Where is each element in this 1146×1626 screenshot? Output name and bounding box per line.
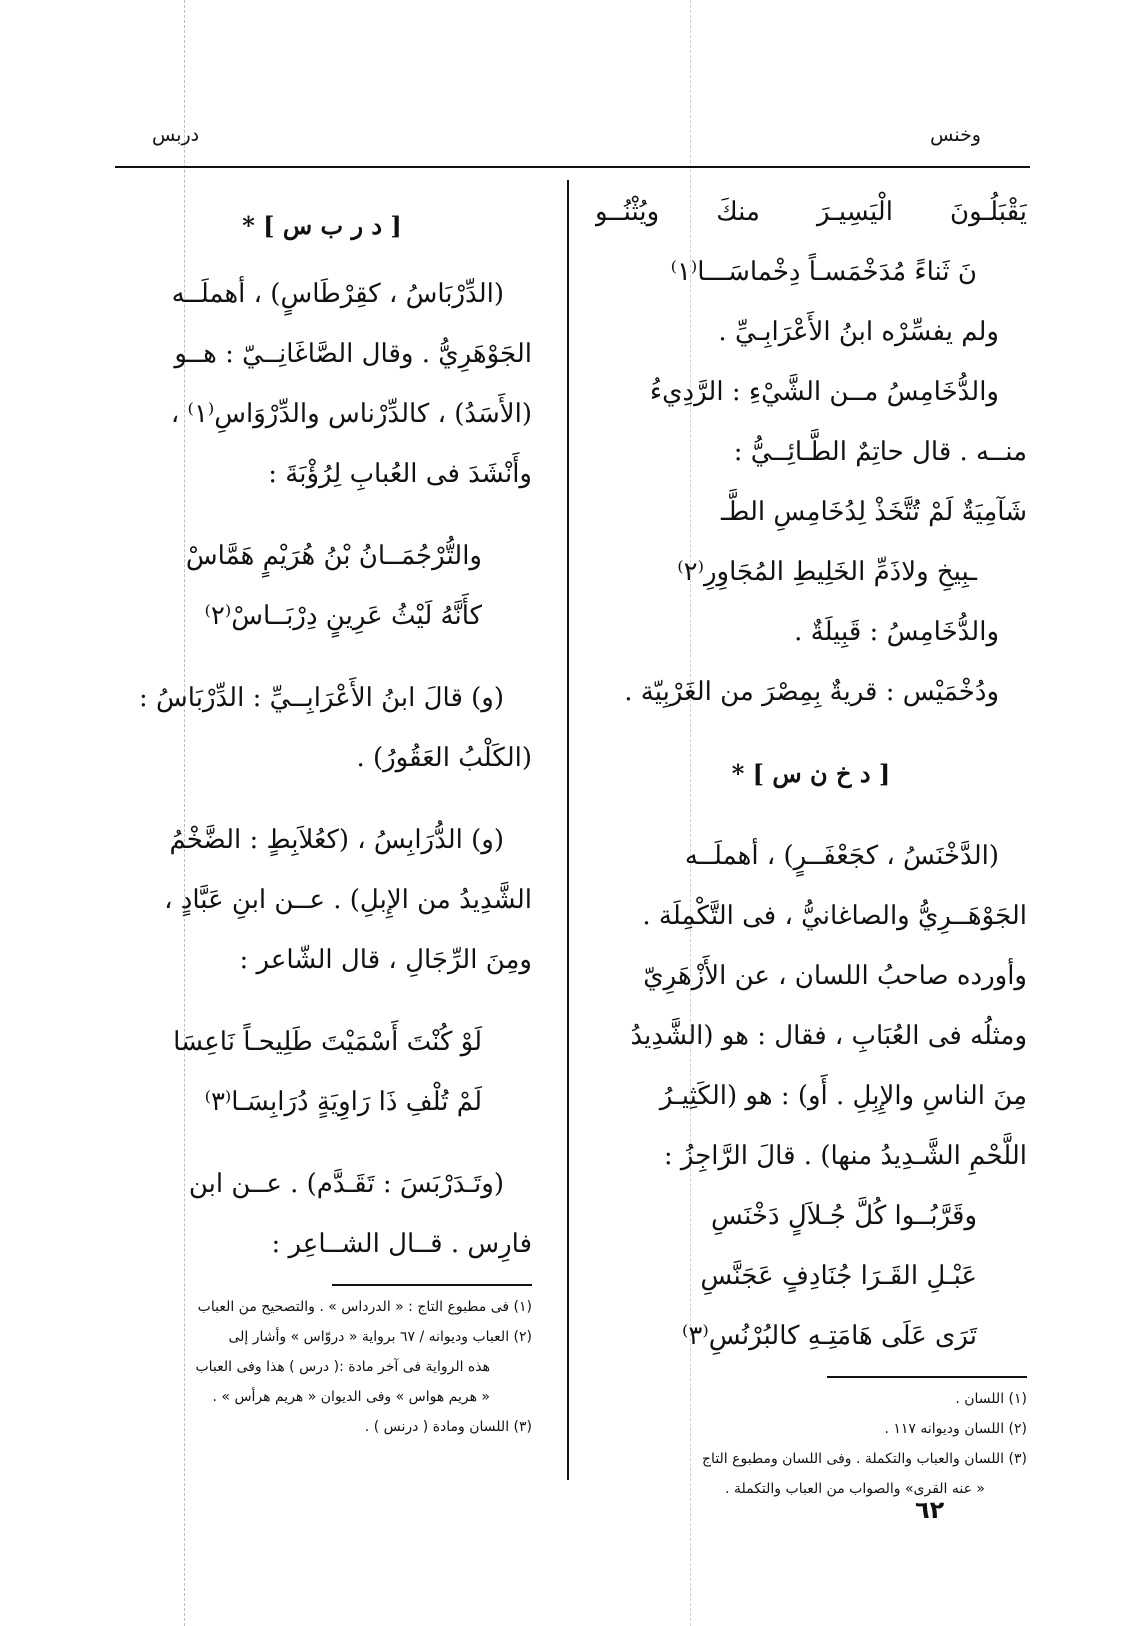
footnote: (١) اللسان . [955, 1391, 1027, 1407]
verse-line: والتُّرْجُمَــانُ بْنُ هُرَيْمٍ هَمَّاسْ [185, 541, 482, 571]
text-line: والدُّخَامِسُ : قَبِيلَةٌ . [794, 617, 999, 647]
page-number: ٦٢ [915, 1496, 945, 1524]
footnote-rule [332, 1284, 532, 1286]
text-line: والدُّخَامِسُ مــن الشَّيْءِ : الرَّدِيءُ [649, 377, 999, 407]
text-line: اللَّحْمِ الشَّـدِيدُ منها) . قالَ الرَّاجِزُ : [663, 1141, 1027, 1171]
footnote-rule [827, 1376, 1027, 1378]
footnote: هذه الرواية فى آخر مادة :( درس ) هذا وفى العباب [195, 1359, 490, 1375]
text-line: فارِس . قــال الشــاعِر : [271, 1229, 532, 1259]
verse-line: يَقْبَلُـونَ الْيَسِيـرَ منكَ ويُثْنُــو [595, 197, 1027, 227]
footnote: (١) فى مطبوع التاج : « الدرداس » . والتصحيح من العباب [197, 1299, 532, 1315]
text-line: الجَوْهَــرِيُّ والصاغانيُّ ، فى التَّكْمِلَة . [642, 901, 1027, 931]
verse-line: شَآمِيَةٌ لَمْ تُتَّخَذْ لِدُخَامِسِ الطَّـ [721, 497, 1027, 527]
verse-line: عَبْـلِ القَـرَا جُنَادِفٍ عَجَنَّسِ [700, 1261, 977, 1291]
text-line: وأورده صاحبُ اللسان ، عن الأَزْهَرِيّ [643, 961, 1027, 991]
verse-line: ـبِيخِ ولاذَمِّ الخَلِيطِ المُجَاوِرِ⁽٢⁾ [677, 557, 977, 587]
text-line: ومِنَ الرِّجَالِ ، قال الشّاعر : [239, 945, 532, 975]
text-line: (الأَسَدُ) ، كالدِّرْناس والدِّرْوَاسِ⁽١⁾ ، [170, 399, 532, 429]
text-line: (و) قالَ ابنُ الأَعْرَابِــيِّ : الدِّرْبَاسُ : [139, 683, 504, 713]
text-line: (وتَـدَرْبَسَ : تَقَـدَّم) . عــن ابن [188, 1169, 504, 1199]
text-line: وأَنْشَدَ فى العُبابِ لِرُؤْبَةَ : [268, 459, 532, 489]
verse-line: لَوْ كُنْتَ أَسْمَيْتَ طَلِيحـاً نَاعِسَا [173, 1027, 482, 1057]
verse-line: تَرَى عَلَى هَامَتِـهِ كالبُرْنُسِ⁽٣⁾ [681, 1321, 977, 1351]
text-line: الجَوْهَرِيُّ . وقال الصَّاغَانِــيّ : هــو [174, 339, 532, 369]
verse-line: كأَنَّهُ لَيْثُ عَرِينٍ دِرْبَــاسْ⁽٢⁾ [204, 601, 482, 631]
right-column [595, 182, 1027, 1504]
running-header-left: دربس [152, 124, 200, 146]
text-line: (الدِّرْبَاسُ ، كقِرْطَاسٍ) ، أهملَــه [171, 279, 504, 309]
text-line: مِنَ الناسِ والإِبِلِ . أَو) : هو (الكَثِيـرُ [659, 1081, 1027, 1111]
text-line: منــه . قال حاتِمٌ الطَّـائِــيُّ : [733, 437, 1027, 467]
verse-line: نَ ثَناءً مُدَخْمَسـاً دِخْماسَـــا⁽١⁾ [670, 257, 977, 287]
header-rule [115, 166, 1030, 168]
footnote: (٢) العباب وديوانه / ٦٧ برواية « دروّاس » وأشار إلى [228, 1329, 532, 1345]
column-divider [567, 180, 569, 1480]
footnote: (٣) اللسان والعباب والتكملة . وفى اللسان ومطبوع التاج [702, 1451, 1027, 1467]
verse-line: لَمْ تُلْفِ ذَا رَاوِيَةٍ دُرَابِسَـا⁽٣⁾ [204, 1087, 482, 1117]
text-line: ومثلُه فى العُبَابِ ، فقال : هو (الشَّدِيدُ [630, 1021, 1027, 1051]
footnote: (٢) اللسان وديوانه ١١٧ . [884, 1421, 1027, 1437]
footnote: (٣) اللسان ومادة ( درنس ) . [364, 1419, 532, 1435]
text-line: (الدَّخْنَسُ ، كجَعْفَــرٍ) ، أهملَــه [684, 841, 999, 871]
verse-line: وقَرَّبُــوا كُلَّ جُـلاَلٍ دَخْنَسِ [710, 1201, 977, 1231]
entry-heading: [ د ر ب س ] * [242, 211, 402, 240]
entry-heading: [ د خ ن س ] * [731, 759, 891, 788]
left-column [112, 196, 532, 1442]
text-line: ولم يفسِّرْه ابنُ الأَعْرَابِـيِّ . [718, 317, 999, 347]
text-line: ودُخْمَيْس : قريةٌ بِمِصْرَ من الغَرْبِيّة . [624, 677, 999, 707]
footnote: « عنه القرى» والصواب من العباب والتكملة . [725, 1481, 985, 1497]
running-header-right: وخنس [930, 124, 981, 146]
footnote: « هريم هواس » وفى الديوان « هريم هرأس » . [212, 1389, 490, 1405]
text-line: (الكَلْبُ العَقُورُ) . [356, 743, 532, 773]
text-line: الشَّدِيدُ من الإِبلِ) . عــن ابنِ عَبَّادٍ ، [164, 885, 532, 915]
text-line: (و) الدُّرَابِسُ ، (كعُلاَبِطٍ : الضَّخْمُ [169, 825, 504, 855]
